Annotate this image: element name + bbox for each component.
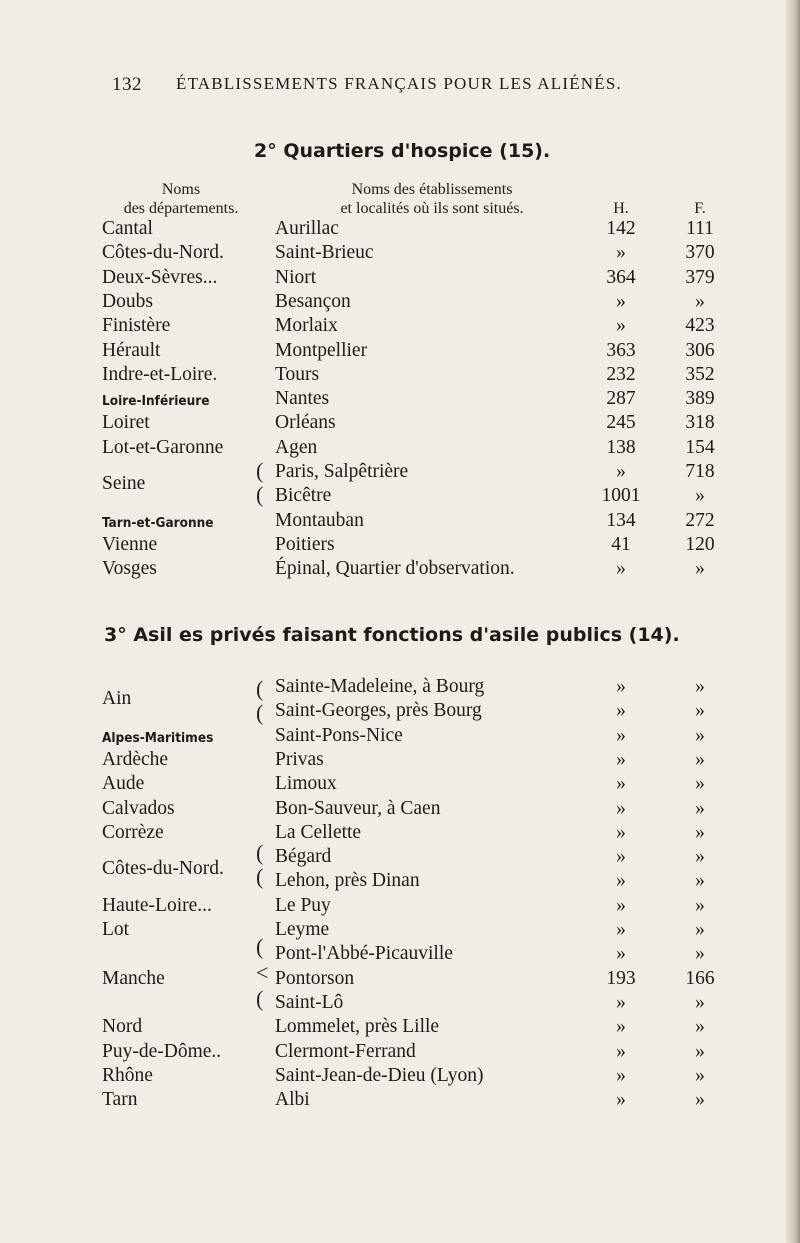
count-h: 138 xyxy=(606,436,636,458)
count-f: » xyxy=(695,894,705,916)
count-h: » xyxy=(616,1040,626,1062)
establishment-name: Agen xyxy=(275,436,318,458)
count-f: » xyxy=(695,919,705,940)
count-f: 111 xyxy=(686,218,714,239)
count-f: » xyxy=(695,870,705,892)
count-f: 379 xyxy=(685,266,715,288)
department-name: Finistère xyxy=(102,315,171,337)
table-row xyxy=(0,725,800,751)
department-name: Hérault xyxy=(102,339,161,361)
count-h: 134 xyxy=(606,509,636,531)
establishment-name: Poitiers xyxy=(275,533,335,555)
department-name: Nord xyxy=(102,1016,143,1038)
table-row xyxy=(0,558,800,584)
count-f: » xyxy=(695,1016,705,1038)
department-name: Tarn xyxy=(102,1089,138,1111)
count-f: 154 xyxy=(685,436,715,458)
col-dept-line2: des départements. xyxy=(123,200,239,217)
table-row xyxy=(0,242,800,268)
department-name: Corrèze xyxy=(102,821,164,843)
count-h: » xyxy=(616,797,626,819)
count-h: 1001 xyxy=(601,485,641,507)
establishment-name: Clermont-Ferrand xyxy=(275,1040,416,1062)
department-name: Aude xyxy=(102,773,145,795)
count-f: 318 xyxy=(685,412,715,434)
count-f: » xyxy=(695,485,705,507)
department-name: Manche xyxy=(102,967,165,989)
department-name: Côtes-du-Nord. xyxy=(102,242,224,264)
running-title: ÉTABLISSEMENTS FRANÇAIS POUR LES ALIÉNÉS. xyxy=(176,74,622,93)
count-f: » xyxy=(695,676,705,697)
count-f: » xyxy=(695,1040,705,1062)
count-f: » xyxy=(695,797,705,819)
count-h: » xyxy=(616,773,626,795)
establishment-name: Saint-Brieuc xyxy=(275,242,374,264)
count-h: » xyxy=(616,991,626,1013)
count-h: » xyxy=(616,1089,626,1111)
establishment-name: Privas xyxy=(275,748,324,770)
count-h: 232 xyxy=(606,363,636,385)
table-row xyxy=(0,846,800,880)
department-name: Cantal xyxy=(102,218,153,239)
establishment-name: La Cellette xyxy=(275,821,362,843)
count-h: 363 xyxy=(606,339,636,361)
department-name: Haute-Loire... xyxy=(102,894,212,916)
count-h: » xyxy=(616,461,626,482)
count-h: » xyxy=(616,676,626,697)
brace-manche-top: ( xyxy=(256,934,264,959)
establishment-name: Pont-l'Abbé-Picauville xyxy=(275,943,453,965)
table-row xyxy=(0,1016,800,1042)
count-h: » xyxy=(616,919,626,940)
brace-manche-bottom: ( xyxy=(256,986,264,1011)
department-name: Seine xyxy=(102,473,146,494)
count-h: » xyxy=(616,1016,626,1038)
table-row xyxy=(0,364,800,390)
establishment-name: Leyme xyxy=(275,919,330,940)
count-f: » xyxy=(695,943,705,965)
department-name: Calvados xyxy=(102,797,175,819)
count-f: » xyxy=(695,700,705,722)
department-name: Ain xyxy=(102,688,132,709)
establishment-name: Paris, Salpêtrière xyxy=(275,461,409,482)
table-row xyxy=(0,412,800,438)
count-f: » xyxy=(695,821,705,843)
department-name: Rhône xyxy=(102,1064,153,1086)
brace-ain-bottom: ( xyxy=(256,700,264,725)
count-f: » xyxy=(695,290,705,312)
section3-title: 3° Asil es privés faisant fonctions d'asile publics (14). xyxy=(104,624,680,646)
department-name: Côtes-du-Nord. xyxy=(102,858,224,880)
department-name: Deux-Sèvres... xyxy=(102,266,218,288)
brace-manche-mid: < xyxy=(256,960,269,985)
establishment-name: Pontorson xyxy=(275,967,355,989)
count-f: » xyxy=(695,1064,705,1086)
column-header-establishments xyxy=(282,180,582,218)
department-name: Indre-et-Loire. xyxy=(102,363,218,385)
count-h: » xyxy=(616,846,626,868)
col-dept-line1: Noms xyxy=(161,181,201,198)
establishment-name: Le Puy xyxy=(275,894,331,916)
count-f: 120 xyxy=(685,533,715,555)
table-row xyxy=(0,1041,800,1067)
column-header-f: F. xyxy=(694,200,706,217)
col-etab-line2: et localités où ils sont situés. xyxy=(340,200,524,217)
department-name: Alpes-Maritimes xyxy=(102,729,214,746)
establishment-name: Limoux xyxy=(275,773,337,795)
count-h: » xyxy=(616,894,626,916)
establishment-name: Épinal, Quartier d'observation. xyxy=(275,558,515,580)
count-f: » xyxy=(695,558,705,580)
table-row xyxy=(0,485,800,511)
establishment-name: Morlaix xyxy=(275,315,338,337)
establishment-name: Saint-Jean-de-Dieu (Lyon) xyxy=(275,1064,484,1086)
count-h: » xyxy=(616,242,626,264)
count-f: 718 xyxy=(685,461,715,482)
brace-cotes-top: ( xyxy=(256,840,264,865)
count-h: » xyxy=(616,870,626,892)
establishment-name: Niort xyxy=(275,266,317,288)
table-row xyxy=(0,870,800,896)
count-h: 287 xyxy=(606,388,636,410)
table-row xyxy=(0,798,800,824)
establishment-name: Montpellier xyxy=(275,339,368,361)
count-f: » xyxy=(695,724,705,746)
table-row xyxy=(0,267,800,293)
count-f: 352 xyxy=(685,363,715,385)
table-row xyxy=(0,510,800,536)
brace-ain-top: ( xyxy=(256,676,264,701)
count-f: » xyxy=(695,846,705,868)
count-h: 41 xyxy=(611,533,631,555)
count-f: » xyxy=(695,1089,705,1111)
table-row xyxy=(0,676,800,709)
count-f: » xyxy=(695,773,705,795)
table-row xyxy=(0,218,800,244)
establishment-name: Bon-Sauveur, à Caen xyxy=(275,797,441,819)
table-row xyxy=(0,943,800,969)
brace-cotes-bottom: ( xyxy=(256,864,264,889)
table-row xyxy=(0,992,800,1018)
count-h: » xyxy=(616,821,626,843)
count-h: » xyxy=(616,724,626,746)
count-f: 389 xyxy=(685,388,715,410)
department-name: Vosges xyxy=(102,558,157,580)
table-row xyxy=(0,340,800,366)
brace-seine-bottom: ( xyxy=(256,482,264,507)
establishment-name: Besançon xyxy=(275,290,351,312)
page-number: 132 xyxy=(112,74,142,95)
count-h: » xyxy=(616,943,626,965)
establishment-name: Saint-Lô xyxy=(275,991,344,1013)
table-row xyxy=(0,968,800,994)
table-row xyxy=(0,822,800,848)
count-f: » xyxy=(695,748,705,770)
table-row xyxy=(0,1065,800,1091)
establishment-name: Sainte-Madeleine, à Bourg xyxy=(275,676,485,697)
count-f: 370 xyxy=(685,242,715,264)
table-row xyxy=(0,749,800,775)
table-row xyxy=(0,291,800,317)
col-etab-line1: Noms des établissements xyxy=(351,181,513,198)
count-f: » xyxy=(695,991,705,1013)
department-name: Vienne xyxy=(102,533,158,555)
establishment-name: Montauban xyxy=(275,509,364,531)
table-row xyxy=(0,461,800,494)
establishment-name: Albi xyxy=(275,1089,310,1111)
table-row xyxy=(0,534,800,560)
table-row xyxy=(0,700,800,726)
count-h: 364 xyxy=(606,266,636,288)
table-row xyxy=(0,315,800,341)
table-row xyxy=(0,1089,800,1115)
count-h: » xyxy=(616,290,626,312)
count-h: 245 xyxy=(606,412,636,434)
count-f: 166 xyxy=(685,967,715,989)
department-name: Ardèche xyxy=(102,748,169,770)
establishment-name: Orléans xyxy=(275,412,336,434)
establishment-name: Aurillac xyxy=(275,218,339,239)
establishment-name: Nantes xyxy=(275,388,330,410)
count-h: » xyxy=(616,558,626,580)
establishment-name: Bicêtre xyxy=(275,485,332,507)
brace-seine-top: ( xyxy=(256,458,264,483)
column-header-departments xyxy=(96,180,266,218)
establishment-name: Lommelet, près Lille xyxy=(275,1016,440,1038)
establishment-name: Saint-Pons-Nice xyxy=(275,724,403,746)
department-name: Loire-Inférieure xyxy=(102,393,210,410)
establishment-name: Bégard xyxy=(275,846,332,868)
count-f: 423 xyxy=(685,315,715,337)
count-h: » xyxy=(616,700,626,722)
establishment-name: Lehon, près Dinan xyxy=(275,870,420,892)
department-name: Lot xyxy=(102,919,130,940)
section2-title: 2° Quartiers d'hospice (15). xyxy=(254,140,551,162)
count-h: 142 xyxy=(606,218,636,239)
column-header-h: H. xyxy=(613,200,629,217)
count-h: » xyxy=(616,1064,626,1086)
establishment-name: Saint-Georges, près Bourg xyxy=(275,700,482,722)
count-f: 272 xyxy=(685,509,715,531)
table-row xyxy=(0,437,800,463)
count-f: 306 xyxy=(685,339,715,361)
count-h: 193 xyxy=(606,967,636,989)
count-h: » xyxy=(616,315,626,337)
count-h: » xyxy=(616,748,626,770)
department-name: Doubs xyxy=(102,290,153,312)
table-row xyxy=(0,388,800,414)
table-row xyxy=(0,895,800,921)
table-row xyxy=(0,773,800,799)
table-row xyxy=(0,919,800,945)
establishment-name: Tours xyxy=(275,363,320,385)
department-name: Loiret xyxy=(102,412,150,434)
department-name: Tarn-et-Garonne xyxy=(102,514,214,531)
department-name: Puy-de-Dôme.. xyxy=(102,1040,222,1062)
department-name: Lot-et-Garonne xyxy=(102,436,224,458)
